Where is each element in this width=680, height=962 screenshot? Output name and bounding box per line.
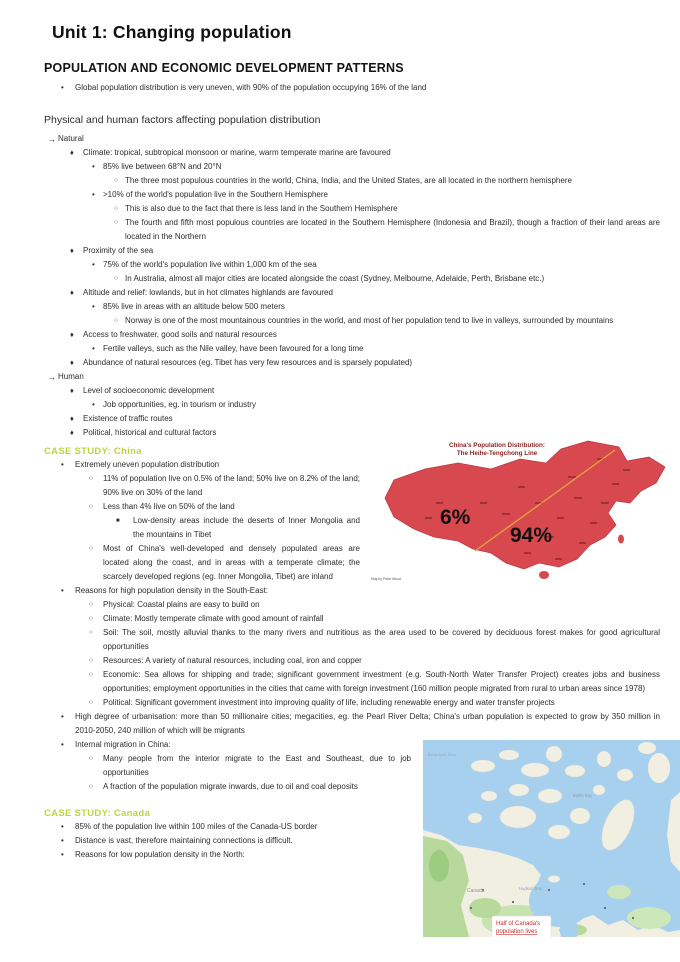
bullet-icon: ○	[114, 317, 118, 324]
bullet-icon: •	[61, 460, 64, 469]
outline-text: A fraction of the population migrate inwards, due to oil and coal deposits	[103, 782, 358, 791]
china-outline-a	[44, 458, 660, 738]
callout-line1: Half of Canada's	[496, 921, 541, 927]
outline-item	[44, 398, 660, 412]
west-share-label: 6%	[440, 506, 471, 529]
bullet-icon: ♦	[70, 414, 74, 423]
outline-item	[44, 626, 660, 654]
bullet-icon: •	[61, 83, 64, 92]
outline-text: 11% of population live on 0.5% of the land; 50% live on 8.2% of the land; 90% live on 30% of the land	[103, 474, 360, 497]
callout-line2: population lives	[496, 929, 538, 935]
bullet-icon: ♦	[70, 148, 74, 157]
outline-text: Abundance of natural resources (eg. Tibet has very few resources and is sparsely populated)	[83, 358, 413, 367]
outline-item	[44, 314, 660, 328]
outline-text: Reasons for low population density in the North:	[75, 850, 245, 859]
bullet-icon: ○	[89, 783, 93, 790]
outline-item	[44, 174, 660, 188]
china-outline-b	[44, 738, 660, 794]
section-heading: POPULATION AND ECONOMIC DEVELOPMENT PATTERNS	[44, 61, 404, 75]
outline-item	[44, 820, 660, 834]
outline-text: Level of socioeconomic development	[83, 386, 215, 395]
population-callout	[492, 916, 551, 937]
outline-item	[44, 780, 660, 794]
outline-text: Fertile valleys, such as the Nile valley, have been favoured for a long time	[103, 344, 364, 353]
outline-item	[44, 202, 660, 216]
outline-item	[44, 598, 660, 612]
bullet-icon: ○	[114, 275, 118, 282]
outline-text: High degree of urbanisation: more than 50 millionaire cities; megacities, eg. the Pearl River Delta; China's urban population is expected to grow by 350 million in 2010-2050, 240 million of which will be migrants	[75, 712, 660, 735]
china-map-title-line1: China's Population Distribution:	[449, 442, 545, 449]
bullet-icon: ○	[114, 219, 118, 226]
bullet-icon: →	[47, 372, 56, 382]
outline-item	[44, 696, 660, 710]
page-title: Unit 1: Changing population	[52, 22, 292, 42]
outline-item	[44, 286, 660, 300]
outline-item	[44, 412, 660, 426]
case-study-china-heading: CASE STUDY: China	[44, 446, 142, 457]
bullet-icon: •	[92, 302, 95, 311]
outline-item	[44, 132, 660, 146]
outline-item	[44, 752, 660, 780]
outline-item	[44, 514, 660, 542]
outline-text: Soil: The soil, mostly alluvial thanks to the many rivers and nutritious as the area used to be covered by deciduous forest makes for good agricultural opportunities	[103, 628, 660, 651]
bullet-icon: ♦	[70, 288, 74, 297]
china-map-caption: Map by Peter Wood	[371, 577, 401, 581]
outline-text: Extremely uneven population distribution	[75, 460, 220, 469]
document-content	[44, 22, 660, 937]
hudson-bay-label: Hudson Bay	[519, 886, 542, 891]
bullet-icon: •	[61, 822, 64, 831]
bullet-icon: •	[61, 712, 64, 721]
canada-country-label: Canada	[467, 888, 485, 894]
outline-text: The three most populous countries in the world, China, India, and the United States, are all located in the northern hemisphere	[125, 176, 572, 185]
bullet-icon: ○	[89, 503, 93, 510]
outline-text: Natural	[58, 134, 84, 143]
outline-item	[44, 342, 660, 356]
outline-item	[44, 458, 660, 472]
outline-item	[44, 300, 660, 314]
bullet-icon: ♦	[70, 428, 74, 437]
outline-text: In Australia, almost all major cities are located alongside the coast (Sydney, Melbourne, Adelaide, Perth, Brisbane etc.)	[125, 274, 545, 283]
outline-item	[44, 216, 660, 244]
outline-item	[44, 188, 660, 202]
bullet-icon: •	[92, 400, 95, 409]
outline-text: Norway is one of the most mountainous countries in the world, and most of her population tend to live in valleys, surrounded by mountains	[125, 316, 614, 325]
outline-text: Economic: Sea allows for shipping and trade; significant government investment (e.g. South-North Water Transfer Project) creates jobs and business opportunities; employment opportunities in the cities that came with foreign investment (160 million people migrated from rural to urban areas since 1978)	[103, 670, 660, 693]
outline-item	[44, 370, 660, 384]
outline-text: Resources: A variety of natural resources, including coal, iron and copper	[103, 656, 362, 665]
bullet-icon: ○	[89, 699, 93, 706]
bullet-icon: ○	[89, 601, 93, 608]
bullet-icon: •	[92, 344, 95, 353]
outline-text: Many people from the interior migrate to the East and Southeast, due to job opportunities	[103, 754, 411, 777]
bullet-icon: •	[61, 740, 64, 749]
outline-text: Job opportunities, eg. in tourism or industry	[103, 400, 256, 409]
outline-text: Reasons for high population density in the South-East:	[75, 586, 269, 595]
bullet-icon: ○	[114, 177, 118, 184]
bullet-icon: ○	[89, 615, 93, 622]
bullet-icon: ○	[89, 657, 93, 664]
bullet-icon: ○	[89, 755, 93, 762]
outline-item	[44, 848, 660, 862]
bullet-icon: •	[61, 850, 64, 859]
outline-item	[44, 668, 660, 696]
bullet-icon: ○	[114, 205, 118, 212]
outline-text: Existence of traffic routes	[83, 414, 173, 423]
bullet-icon: ■	[116, 518, 120, 524]
outline-text: 85% live between 68°N and 20°N	[103, 162, 222, 171]
bullet-icon: ♦	[70, 358, 74, 367]
outline-item	[44, 272, 660, 286]
outline-text: Physical: Coastal plains are easy to build on	[103, 600, 260, 609]
east-share-label: 94%	[510, 524, 553, 547]
case-study-canada-heading: CASE STUDY: Canada	[44, 808, 151, 819]
bullet-icon: ○	[89, 545, 93, 552]
bullet-icon: •	[92, 162, 95, 171]
outline-item	[44, 500, 660, 514]
china-map-title-line2: The Heihe-Tengchong Line	[456, 450, 538, 457]
outline-item	[44, 612, 660, 626]
outline-text: Climate: tropical, subtropical monsoon or marine, warm temperate marine are favoured	[83, 148, 391, 157]
bullet-icon: →	[47, 134, 56, 144]
outline-item	[44, 160, 660, 174]
outline-text: Political: Significant government investment into improving quality of life, including renewable energy and water transfer projects	[103, 698, 555, 707]
outline-text: 85% live in areas with an altitude below 500 meters	[103, 302, 285, 311]
outline-text: Access to freshwater, good soils and natural resources	[83, 330, 277, 339]
outline-item	[44, 472, 660, 500]
baffin-bay-label: Baffin Bay	[573, 793, 593, 798]
outline-item	[44, 834, 660, 848]
outline-text: Altitude and relief: lowlands, but in hot climates highlands are favoured	[83, 288, 333, 297]
outline-item	[44, 356, 660, 370]
outline-item	[44, 654, 660, 668]
canada-outline	[44, 820, 660, 862]
outline-text: Climate: Mostly temperate climate with good amount of rainfall	[103, 614, 324, 623]
outline-text: Most of China's well-developed and densely populated areas are located along the coast, and in areas with a temperate climate; the scarcely developed regions (eg. Inner Mongolia, Tibet) are inland	[103, 544, 360, 581]
bullet-icon: •	[61, 836, 64, 845]
intro-bullet-text: Global population distribution is very uneven, with 90% of the population occupying 16% of the land	[75, 83, 427, 92]
bullet-icon: •	[61, 586, 64, 595]
outline-text: 85% of the population live within 100 miles of the Canada-US border	[75, 822, 318, 831]
outline-text: Human	[58, 372, 84, 381]
outline-text: Political, historical and cultural factors	[83, 428, 217, 437]
outline-text: 75% of the world's population live within 1,000 km of the sea	[103, 260, 317, 269]
intro-bullet	[44, 81, 660, 95]
outline-text: The fourth and fifth most populous countries are located in the Southern Hemisphere (Indonesia and Brazil), though a fraction of their land areas are located in the Northern	[125, 218, 660, 241]
bullet-icon: ○	[89, 629, 93, 636]
bullet-icon: ♦	[70, 330, 74, 339]
outline-text: This is also due to the fact that there is less land in the Southern Hemisphere	[125, 204, 398, 213]
subsection-heading: Physical and human factors affecting population distribution	[44, 114, 321, 126]
beaufort-sea-label: Beaufort Sea	[428, 753, 457, 757]
outline-item	[44, 244, 660, 258]
outline-item	[44, 584, 660, 598]
bullet-icon: •	[92, 260, 95, 269]
bullet-icon: ○	[89, 475, 93, 482]
outline-item	[44, 710, 660, 738]
outline-text: Low-density areas include the deserts of Inner Mongolia and the mountains in Tibet	[133, 516, 360, 539]
outline-text: Internal migration in China:	[75, 740, 171, 749]
outline-item	[44, 384, 660, 398]
outline-item	[44, 542, 660, 584]
outline-item	[44, 738, 660, 752]
bullet-icon: ♦	[70, 246, 74, 255]
outline-item	[44, 328, 660, 342]
outline-text: >10% of the world's population live in the Southern Hemisphere	[103, 190, 328, 199]
bullet-icon: ♦	[70, 386, 74, 395]
outline-text: Less than 4% live on 50% of the land	[103, 502, 235, 511]
bullet-icon: •	[92, 190, 95, 199]
outline-item	[44, 146, 660, 160]
outline-item	[44, 258, 660, 272]
outline-text: Proximity of the sea	[83, 246, 154, 255]
factors-outline	[44, 132, 660, 440]
bullet-icon: ○	[89, 671, 93, 678]
outline-text: Distance is vast, therefore maintaining connections is difficult.	[75, 836, 293, 845]
